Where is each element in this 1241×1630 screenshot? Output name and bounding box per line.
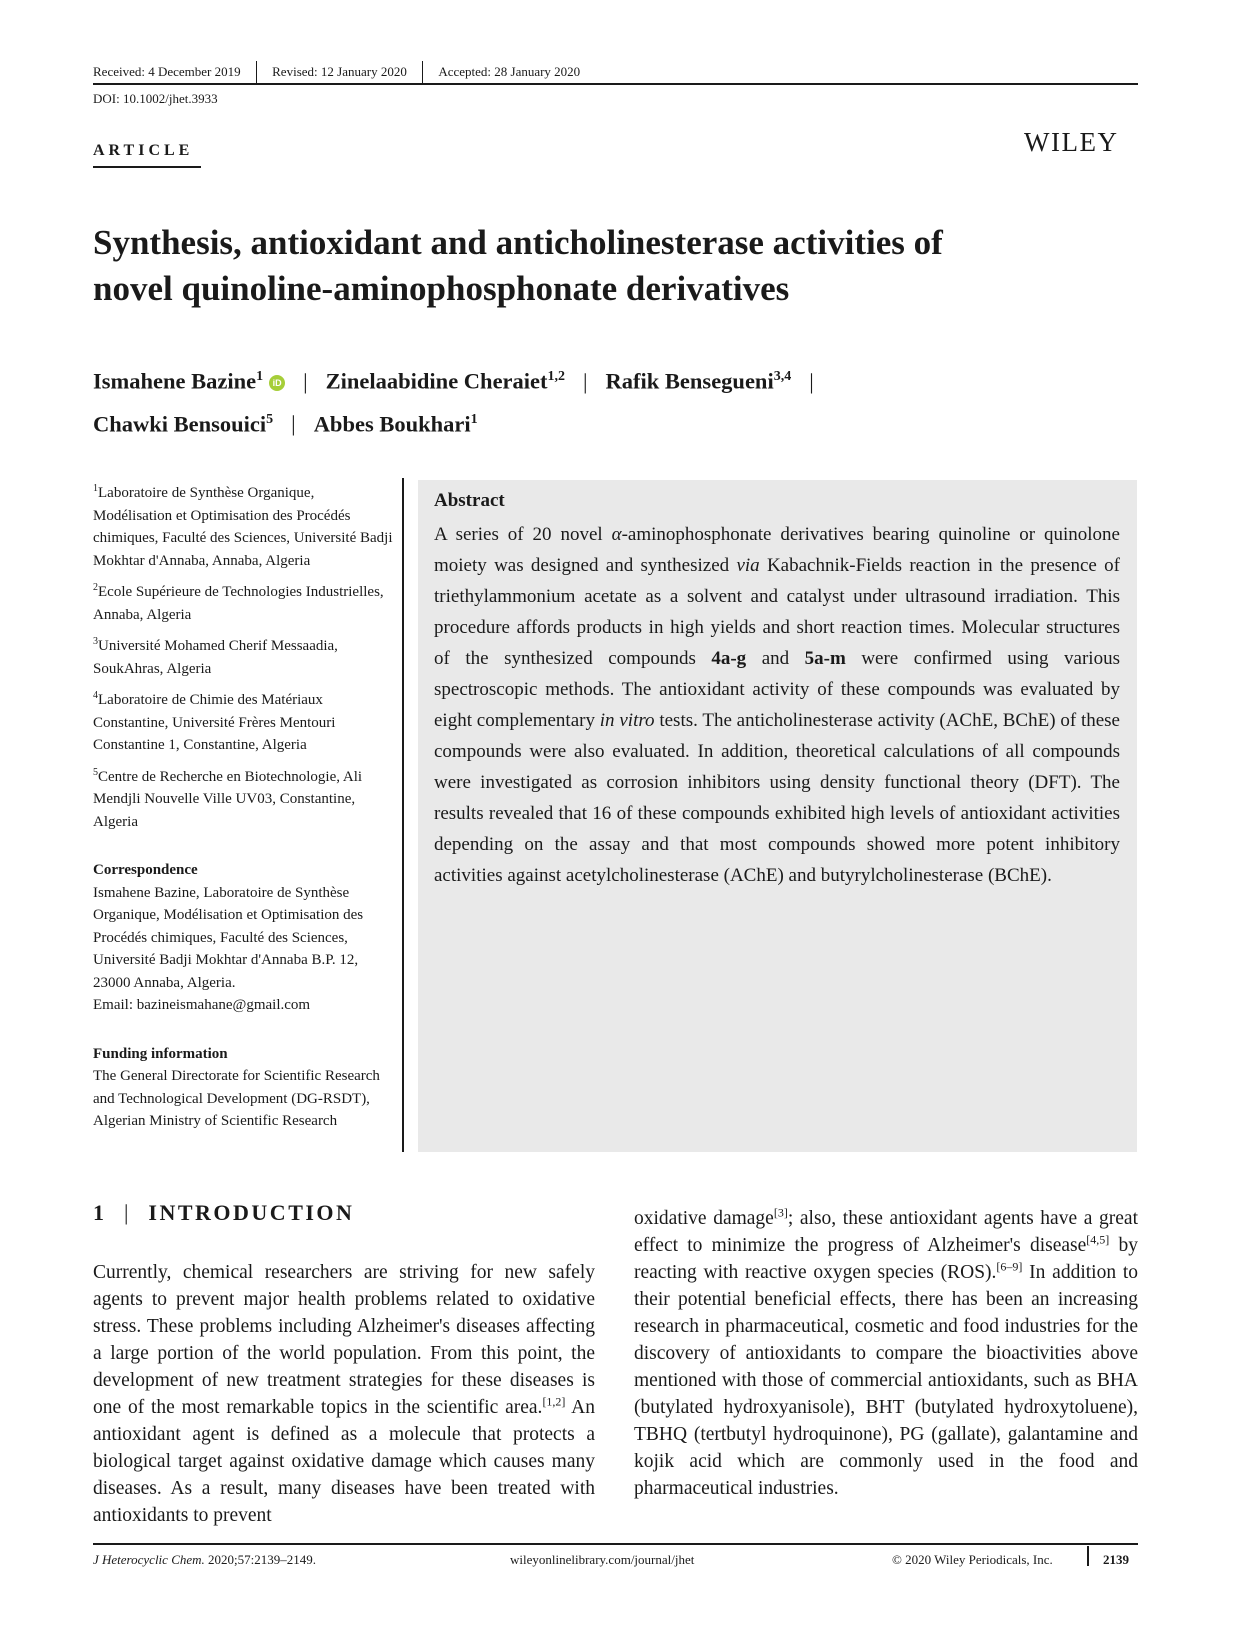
header-rule bbox=[93, 83, 1138, 85]
affiliation: $^1$Laboratoire de Synthèse Organique, Modélisation et Optimisation des Procédés chimiques, Faculté des Sciences, Université Badji Mokhtar d'Annaba, Annaba, Algeria bbox=[93, 483, 393, 569]
section-title: INTRODUCTION bbox=[148, 1200, 355, 1225]
intro-column-right: oxidative damage[3]; also, these antioxidant agents have a great effect to minimize the progress of Alzheimer's disease[4,5] by reacting with reactive oxygen species (ROS).[6–9] In addition to their potential beneficial effects, there has been an increasing research in pharmaceutical, cosmetic and food industries for the discovery of antioxidants to compare the bioactivities above mentioned with those of commercial antioxidants, such as BHA (butylated hydroxyanisole), BHT (butylated hydroxytoluene), TBHQ (tertbutyl hydroquinone), PG (gallate), galantamine and kojik acid which are commonly used in the food and pharmaceutical industries. bbox=[634, 1205, 1139, 1499]
date-divider bbox=[256, 61, 258, 83]
article-dates bbox=[93, 61, 580, 83]
author-name: Rafik Bensegueni bbox=[605, 368, 774, 394]
section-number: 1 bbox=[93, 1200, 104, 1225]
citation-ref[interactable]: [3] bbox=[773, 1205, 788, 1220]
footer-divider bbox=[1087, 1546, 1089, 1566]
paper-title bbox=[93, 220, 1153, 312]
revised-date: Revised: 12 January 2020 bbox=[272, 64, 407, 79]
author-affiliation: 3,4 bbox=[773, 369, 792, 384]
article-type-underline bbox=[93, 166, 201, 168]
affiliation: $^4$Laboratoire de Chimie des Matériaux Constantine, Université Frères Mentouri Constantine 1, Constantine, Algeria bbox=[93, 690, 336, 753]
author-name: Chawki Bensouici bbox=[93, 411, 267, 436]
author-line bbox=[93, 401, 1153, 444]
author-affiliation: 1 bbox=[256, 369, 264, 384]
copyright: © 2020 Wiley Periodicals, Inc. bbox=[892, 1552, 1053, 1567]
publisher-logo: WILEY bbox=[1024, 127, 1119, 157]
author-list bbox=[93, 358, 1153, 443]
author-name: Ismahene Bazine bbox=[93, 368, 257, 394]
author-name: Abbes Boukhari bbox=[313, 411, 471, 436]
compound-label: 5a-m bbox=[804, 648, 846, 669]
author-separator: | bbox=[583, 368, 588, 394]
footer-rule bbox=[93, 1543, 1138, 1545]
section-heading bbox=[93, 1200, 354, 1226]
page-number: 2139 bbox=[1103, 1552, 1129, 1567]
author-separator: | bbox=[809, 368, 814, 394]
column-divider bbox=[402, 478, 404, 1152]
affiliations-column bbox=[93, 478, 393, 1133]
orcid-icon[interactable]: iD bbox=[269, 375, 285, 391]
compound-label: 4a-g bbox=[711, 648, 747, 669]
author-separator: | bbox=[303, 368, 308, 394]
accepted-date: Accepted: 28 January 2020 bbox=[438, 64, 581, 79]
author-separator: | bbox=[291, 411, 296, 436]
date-divider bbox=[422, 61, 424, 83]
citation-ref[interactable]: [4,5] bbox=[1086, 1232, 1110, 1247]
author-affiliation: 1,2 bbox=[547, 369, 566, 384]
title-line: novel quinoline-aminophosphonate derivatives bbox=[93, 269, 790, 308]
doi[interactable]: DOI: 10.1002/jhet.3933 bbox=[93, 91, 218, 106]
author-affiliation: 5 bbox=[266, 411, 274, 427]
affiliation: $^3$Université Mohamed Cherif Messaadia, SoukAhras, Algeria bbox=[93, 636, 338, 677]
funding-heading: Funding information bbox=[93, 1045, 228, 1062]
correspondence-text: Ismahene Bazine, Laboratoire de Synthèse Organique, Modélisation et Optimisation des Procédés chimiques, Faculté des Sciences, Université Badji Mokhtar d'Annaba B.P. 12, 23000 Annaba, Algeria. bbox=[93, 884, 364, 991]
author-name: Zinelaabidine Cheraiet bbox=[325, 368, 548, 394]
affiliation: $^5$Centre de Recherche en Biotechnologie, Ali Mendjli Nouvelle Ville UV03, Constantine, Algeria bbox=[93, 766, 363, 830]
received-date: Received: 4 December 2019 bbox=[93, 64, 241, 79]
title-line: Synthesis, antioxidant and anticholinesterase activities of bbox=[93, 223, 943, 262]
correspondence-email[interactable]: Email: bazineismahane@gmail.com bbox=[93, 997, 311, 1013]
author-affiliation: 1 bbox=[470, 411, 478, 427]
affiliation: $^2$Ecole Supérieure de Technologies Industrielles, Annaba, Algeria bbox=[93, 582, 384, 623]
article-type-label: ARTICLE bbox=[93, 142, 194, 159]
citation-ref[interactable]: [6–9] bbox=[996, 1259, 1023, 1274]
abstract-heading: Abstract bbox=[434, 490, 505, 511]
intro-column-left: Currently, chemical researchers are striving for new safely agents to prevent major health problems related to oxidative stress. These problems including Alzheimer's diseases affecting a large portion of the world population. From this point, the development of new treatment strategies for these diseases is one of the most remarkable topics in the scientific area.[1,2] An antioxidant agent is defined as a molecule that protects a biological target against oxidative damage which causes many diseases. As a result, many diseases have been treated with antioxidants to prevent bbox=[93, 1262, 595, 1526]
citation-ref[interactable]: [1,2] bbox=[542, 1394, 566, 1409]
journal-url[interactable]: wileyonlinelibrary.com/journal/jhet bbox=[510, 1552, 695, 1567]
author-line bbox=[93, 358, 1153, 401]
correspondence-heading: Correspondence bbox=[93, 862, 198, 878]
heading-separator: | bbox=[124, 1200, 129, 1225]
abstract-text: A series of 20 novel α-aminophosphonate derivatives bearing quinoline or quinolone moiety was designed and synthesized via Kabachnik-Fields reaction in the presence of triethylammonium acetate as a solvent and catalyst under ultrasound irradiation. This procedure affords products in high yields and short reaction times. Molecular structures of the synthesized compounds 4a-g and 5a-m were confirmed using various spectroscopic methods. The antioxidant activity of these compounds was evaluated by eight complementary in vitro tests. The anticholinesterase activity (AChE, BChE) of these compounds were also evaluated. In addition, theoretical calculations of all compounds were investigated as corrosion inhibitors using density functional theory (DFT). The results revealed that 16 of these compounds exhibited high levels of antioxidant activities depending on the assay and that most compounds showed more potent inhibitory activities against acetylcholinesterase (AChE) and butyrylcholinesterase (BChE). bbox=[434, 524, 1120, 886]
journal-citation: J Heterocyclic Chem. 2020;57:2139–2149. bbox=[93, 1552, 317, 1567]
funding-text: The General Directorate for Scientific Research and Technological Development (DG-RSDT), Algerian Ministry of Scientific Research bbox=[93, 1068, 380, 1129]
